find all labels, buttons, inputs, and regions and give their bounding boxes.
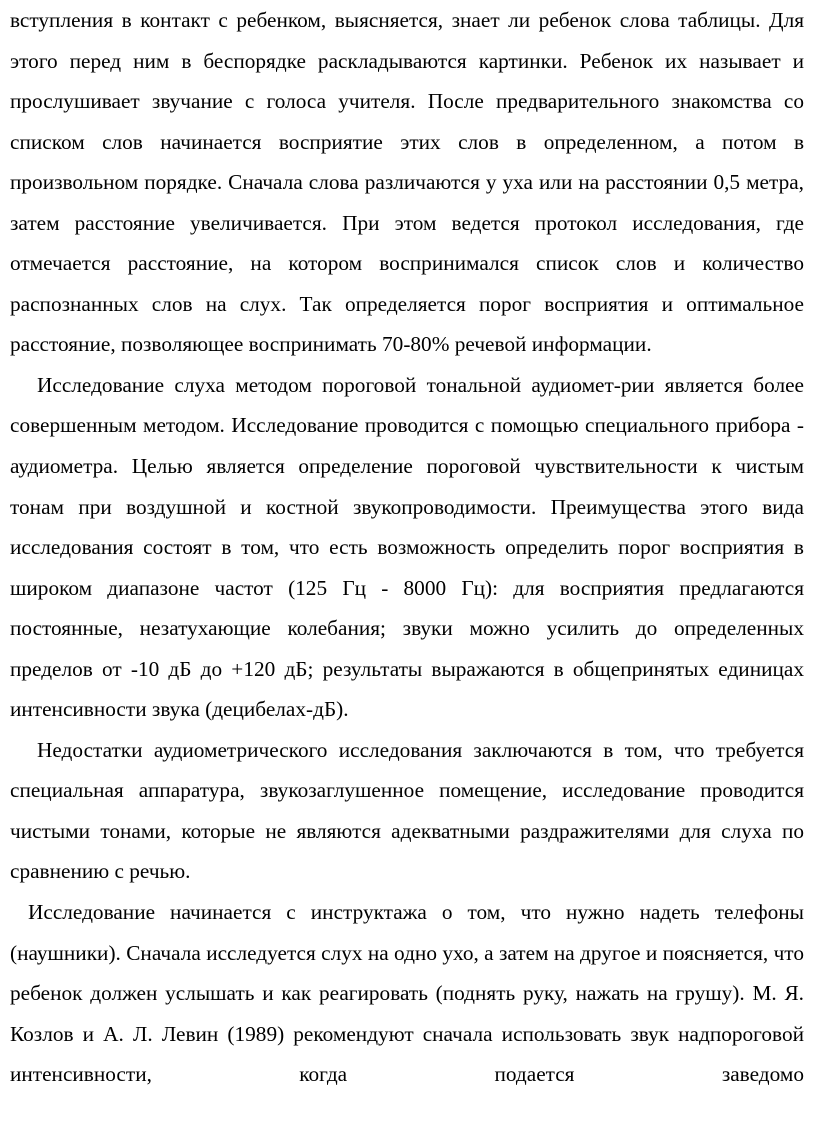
paragraph-1: вступления в контакт с ребенком, выясняется, знает ли ребенок слова таблицы. Для этого перед ним в беспорядке раскладываются картинки. Ребенок их называет и прослушивает звучание с голоса учителя. После предварительного знакомства со списком слов начинается восприятие этих слов в определенном, а потом в произвольном порядке. Сначала слова различаются у уха или на расстоянии 0,5 метра, затем расстояние увеличивается. При этом ведется протокол исследования, где отмечается расстояние, на котором воспринимался список слов и количество распознанных слов на слух. Так определяется порог восприятия и оптимальное расстояние, позволяющее воспринимать 70-80% речевой информации.: [10, 8, 804, 357]
paragraph-3: Недостатки аудиометрического исследования заключаются в том, что требуется специальная аппаратура, звукозаглушенное помещение, исследование проводится чистыми тонами, которые не являются адекватными раздражителями для слуха по сравнению с речью.: [10, 737, 804, 884]
document-page: [10, 0, 804, 1095]
paragraph-2: Исследование слуха методом пороговой тональной аудиомет-рии является более совершенным методом. Исследование проводится с помощью специального прибора - аудиометра. Целью является определение пороговой чувствительности к чистым тонам при воздушной и костной звукопроводимости. Преимущества этого вида исследования состоят в том, что есть возможность определить порог восприятия в широком диапазоне частот (125 Гц - 8000 Гц): для восприятия предлагаются постоянные, незатухающие колебания; звуки можно усилить до определенных пределов от -10 дБ до +120 дБ; результаты выражаются в общепринятых единицах интенсивности звука (децибелах-дБ).: [10, 372, 804, 722]
paragraph-4: Исследование начинается с инструктажа о том, что нужно надеть телефоны (наушники). Сначала исследуется слух на одно ухо, а затем на другое и поясняется, что ребенок должен услышать и как реагировать (поднять руку, нажать на грушу). М. Я. Козлов и А. Л. Левин (1989) рекомендуют сначала использовать звук надпороговой интенсивности, когда подается заведомо: [10, 900, 804, 1087]
